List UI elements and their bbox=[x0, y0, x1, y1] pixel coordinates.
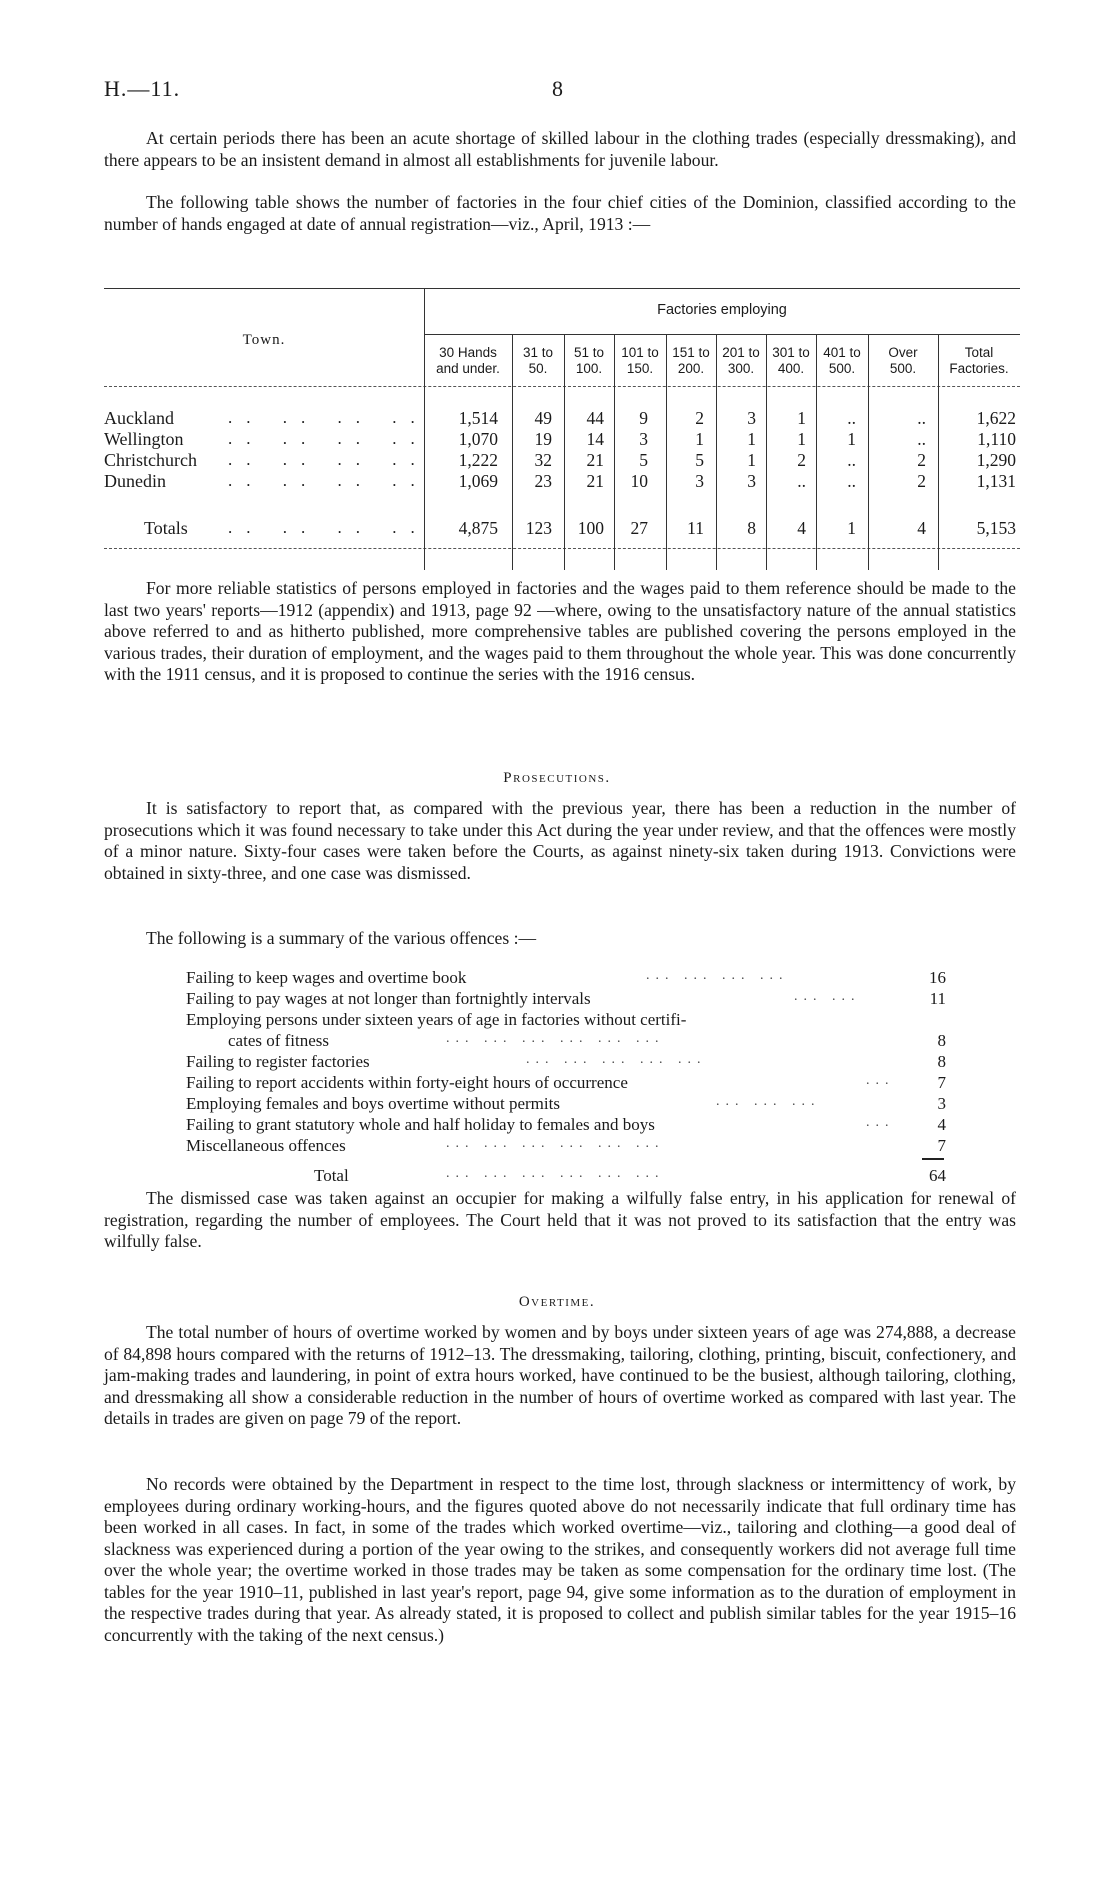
column-header: 151 to 200. bbox=[672, 345, 710, 376]
table-cell: 1,131 bbox=[976, 471, 1016, 491]
table-cell: .. bbox=[847, 471, 856, 491]
column-header: 51 to 100. bbox=[573, 345, 605, 376]
column-header: 30 Hands and under. bbox=[436, 345, 500, 376]
total-rule bbox=[922, 1158, 944, 1160]
table-cell: 1 bbox=[747, 450, 756, 470]
dot-leader: ... ... ... ... ... ... bbox=[446, 1031, 665, 1046]
list-item bbox=[186, 1094, 946, 1115]
offence-count: 7 bbox=[937, 1136, 946, 1155]
dot-leader: ... ... ... ... ... bbox=[526, 1052, 707, 1067]
paragraph-summary-intro: The following is a summary of the various offences :— bbox=[146, 928, 537, 948]
table-cell: 4 bbox=[917, 518, 926, 538]
column-header: Over 500. bbox=[888, 345, 918, 376]
dot-leader: ... ... bbox=[794, 989, 861, 1004]
offence-text: Failing to pay wages at not longer than fortnightly intervals bbox=[186, 989, 591, 1008]
column-header: 201 to 300. bbox=[722, 345, 760, 376]
table-cell: 1 bbox=[747, 429, 756, 449]
table-cell: 5 bbox=[695, 450, 704, 470]
table-cell: 100 bbox=[577, 518, 604, 538]
offence-text: Failing to report accidents within forty-eight hours of occurrence bbox=[186, 1073, 628, 1092]
offence-text-continued: cates of fitness bbox=[228, 1031, 330, 1050]
page-number: 8 bbox=[552, 76, 563, 101]
table-cell: 1 bbox=[847, 518, 856, 538]
table-cell: 1,070 bbox=[458, 429, 498, 449]
dot-leader: .. .. .. .. bbox=[228, 471, 429, 490]
table-cell: 3 bbox=[747, 408, 756, 428]
table-cell: 2 bbox=[797, 450, 806, 470]
table-cell: 3 bbox=[695, 471, 704, 491]
table-cell: 14 bbox=[586, 429, 604, 449]
table-row bbox=[104, 429, 1020, 451]
offence-text: Failing to grant statutory whole and half holiday to females and boys bbox=[186, 1115, 655, 1134]
offence-count: 8 bbox=[937, 1031, 946, 1050]
table-cell: 44 bbox=[586, 408, 604, 428]
totals-label: Totals bbox=[144, 518, 188, 538]
list-item bbox=[186, 989, 946, 1010]
heading-overtime: Overtime. bbox=[518, 1294, 596, 1310]
row-town: Dunedin bbox=[104, 471, 166, 491]
table-cell: 1,110 bbox=[977, 429, 1016, 449]
column-header: Total Factories. bbox=[949, 345, 1009, 376]
table-cell: 1,069 bbox=[458, 471, 498, 491]
offence-text: Failing to register factories bbox=[186, 1052, 370, 1071]
table-cell: 5 bbox=[639, 450, 648, 470]
list-item bbox=[186, 1136, 946, 1157]
table-cell: 1,222 bbox=[458, 450, 498, 470]
dot-leader: ... ... ... ... ... ... bbox=[446, 1136, 665, 1151]
table-cell: 10 bbox=[630, 471, 648, 491]
paragraph-time-lost: No records were obtained by the Department in respect to the time lost, through slackness or intermittency of work, by employees during ordinary working-hours, and the figures quoted above do not necessarily indicate that full ordinary time has been worked in all cases. In fact, in some of the trades which worked overtime—viz., tailoring and clothing—a good deal of slackness was experienced during a portion of the year owing to the strikes, and consequently workers did not average full time over the whole year; the overtime worked in those trades may be taken as some compensation for the ordinary time lost. (The tables for the year 1910–11, published in last year's report, page 94, give some information as to the duration of employment in the respective trades during that year. As already stated, it is proposed to collect and publish similar tables for the year 1915–16 concurrently with the taking of the next census.) bbox=[104, 1474, 1016, 1645]
dot-leader: ... bbox=[866, 1115, 895, 1130]
table-cell: 21 bbox=[586, 471, 604, 491]
table-cell: 1,622 bbox=[976, 408, 1016, 428]
heading-prosecutions: Prosecutions. bbox=[503, 770, 611, 786]
list-item bbox=[186, 1052, 946, 1073]
table-cell: 1 bbox=[847, 429, 856, 449]
table-cell: 19 bbox=[534, 429, 552, 449]
dot-leader: ... ... ... bbox=[716, 1094, 821, 1109]
factories-table bbox=[104, 288, 1020, 570]
offence-text: Employing persons under sixteen years of age in factories without certifi- bbox=[186, 1010, 687, 1029]
paragraph-labour-shortage: At certain periods there has been an acute shortage of skilled labour in the clothing trades (especially dressmaking), and there appears to be an insistent demand in almost all establishments for juvenile labour. bbox=[104, 128, 1016, 170]
offence-text: Failing to keep wages and overtime book bbox=[186, 968, 467, 987]
column-header: 101 to 150. bbox=[621, 345, 659, 376]
table-cell: .. bbox=[917, 429, 926, 449]
dot-leader: .. .. .. .. bbox=[228, 518, 429, 537]
table-cell: .. bbox=[917, 408, 926, 428]
offences-total-label: Total bbox=[314, 1166, 349, 1185]
table-cell: 3 bbox=[747, 471, 756, 491]
table-cell: 2 bbox=[917, 450, 926, 470]
paragraph-dismissed-case: The dismissed case was taken against an occupier for making a wilfully false entry, in his application for renewal of registration, regarding the number of employees. The Court held that it was not proved to its satisfaction that the entry was wilfully false. bbox=[104, 1188, 1016, 1251]
table-row bbox=[104, 471, 1020, 493]
table-cell: 32 bbox=[534, 450, 552, 470]
table-cell: 1,514 bbox=[458, 408, 498, 428]
list-item bbox=[186, 1115, 946, 1136]
offences-total-row bbox=[186, 1166, 946, 1187]
table-row bbox=[104, 408, 1020, 430]
table-cell: 11 bbox=[687, 518, 704, 538]
list-item bbox=[186, 1073, 946, 1094]
table-cell: 2 bbox=[695, 408, 704, 428]
paragraph-overtime-total: The total number of hours of overtime worked by women and by boys under sixteen years of age was 274,888, a decrease of 84,898 hours compared with the returns of 1912–13. The dressmaking, tailoring, clothing, printing, biscuit, confectionery, and jam-making trades and laundering, in point of extra hours worked, have continued to be the busiest, although tailoring, clothing, and dressmaking all show a considerable reduction in the number of hours of overtime worked as compared with last year. The details in trades are given on page 79 of the report. bbox=[104, 1322, 1016, 1428]
table-cell: .. bbox=[847, 450, 856, 470]
table-cell: .. bbox=[847, 408, 856, 428]
dot-leader: .. .. .. .. bbox=[228, 429, 429, 448]
column-header: 401 to 500. bbox=[823, 345, 861, 376]
table-cell: 9 bbox=[639, 408, 648, 428]
row-town: Christchurch bbox=[104, 450, 197, 470]
table-cell: 123 bbox=[525, 518, 552, 538]
paragraph-table-intro: The following table shows the number of factories in the four chief cities of the Dominion, classified according to the number of hands engaged at date of annual registration—viz., April, 1913 :— bbox=[104, 192, 1016, 234]
row-town: Auckland bbox=[104, 408, 174, 428]
document-reference: H.—11. bbox=[104, 76, 181, 101]
list-item bbox=[186, 1031, 946, 1052]
column-header: 31 to 50. bbox=[522, 345, 554, 376]
list-item bbox=[186, 968, 946, 989]
table-cell: 27 bbox=[630, 518, 648, 538]
table-cell: 21 bbox=[586, 450, 604, 470]
row-town: Wellington bbox=[104, 429, 184, 449]
offence-count: 8 bbox=[937, 1052, 946, 1071]
dot-leader: ... ... ... ... ... ... bbox=[446, 1166, 665, 1181]
offences-total-count: 64 bbox=[929, 1166, 946, 1185]
list-item bbox=[186, 1010, 946, 1031]
table-cell: .. bbox=[797, 471, 806, 491]
offence-count: 4 bbox=[937, 1115, 946, 1134]
dot-leader: .. .. .. .. bbox=[228, 450, 429, 469]
offence-count: 16 bbox=[929, 968, 946, 987]
paragraph-reliable-statistics: For more reliable statistics of persons employed in factories and the wages paid to them reference should be made to the last two years' reports—1912 (appendix) and 1913, page 92 —where, owing to the unsatisfactory nature of the annual statistics above referred to and as hitherto published, more comprehensive tables are published covering the persons employed in the various trades, their duration of employment, and the wages paid to them throughout the whole year. This was done concurrently with the 1911 census, and it is proposed to continue the series with the 1916 census. bbox=[104, 578, 1016, 684]
table-cell: 4 bbox=[797, 518, 806, 538]
column-header-town: Town. bbox=[242, 332, 286, 348]
paragraph-prosecutions: It is satisfactory to report that, as compared with the previous year, there has been a reduction in the number of prosecutions which it was found necessary to take under this Act during the year under review, and that the offences were mostly of a minor nature. Sixty-four cases were taken before the Courts, as against ninety-six taken during 1913. Convictions were obtained in sixty-three, and one case was dismissed. bbox=[104, 798, 1016, 883]
table-cell: 1 bbox=[797, 408, 806, 428]
table-cell: 4,875 bbox=[458, 518, 498, 538]
offence-count: 7 bbox=[937, 1073, 946, 1092]
offence-text: Employing females and boys overtime without permits bbox=[186, 1094, 560, 1113]
column-header: 301 to 400. bbox=[772, 345, 810, 376]
dot-leader: ... ... ... ... bbox=[646, 968, 789, 983]
offence-text: Miscellaneous offences bbox=[186, 1136, 346, 1155]
table-cell: 3 bbox=[639, 429, 648, 449]
table-cell: 2 bbox=[917, 471, 926, 491]
table-cell: 5,153 bbox=[976, 518, 1016, 538]
table-cell: 8 bbox=[747, 518, 756, 538]
column-group-header: Factories employing bbox=[657, 302, 787, 318]
dot-leader: .. .. .. .. bbox=[228, 408, 429, 427]
table-cell: 1,290 bbox=[976, 450, 1016, 470]
table-cell: 1 bbox=[797, 429, 806, 449]
table-totals-row bbox=[104, 518, 1020, 540]
dot-leader: ... bbox=[866, 1073, 895, 1088]
table-cell: 23 bbox=[534, 471, 552, 491]
offence-count: 3 bbox=[937, 1094, 946, 1113]
offence-count: 11 bbox=[929, 989, 946, 1008]
table-row bbox=[104, 450, 1020, 472]
table-cell: 1 bbox=[695, 429, 704, 449]
table-cell: 49 bbox=[534, 408, 552, 428]
